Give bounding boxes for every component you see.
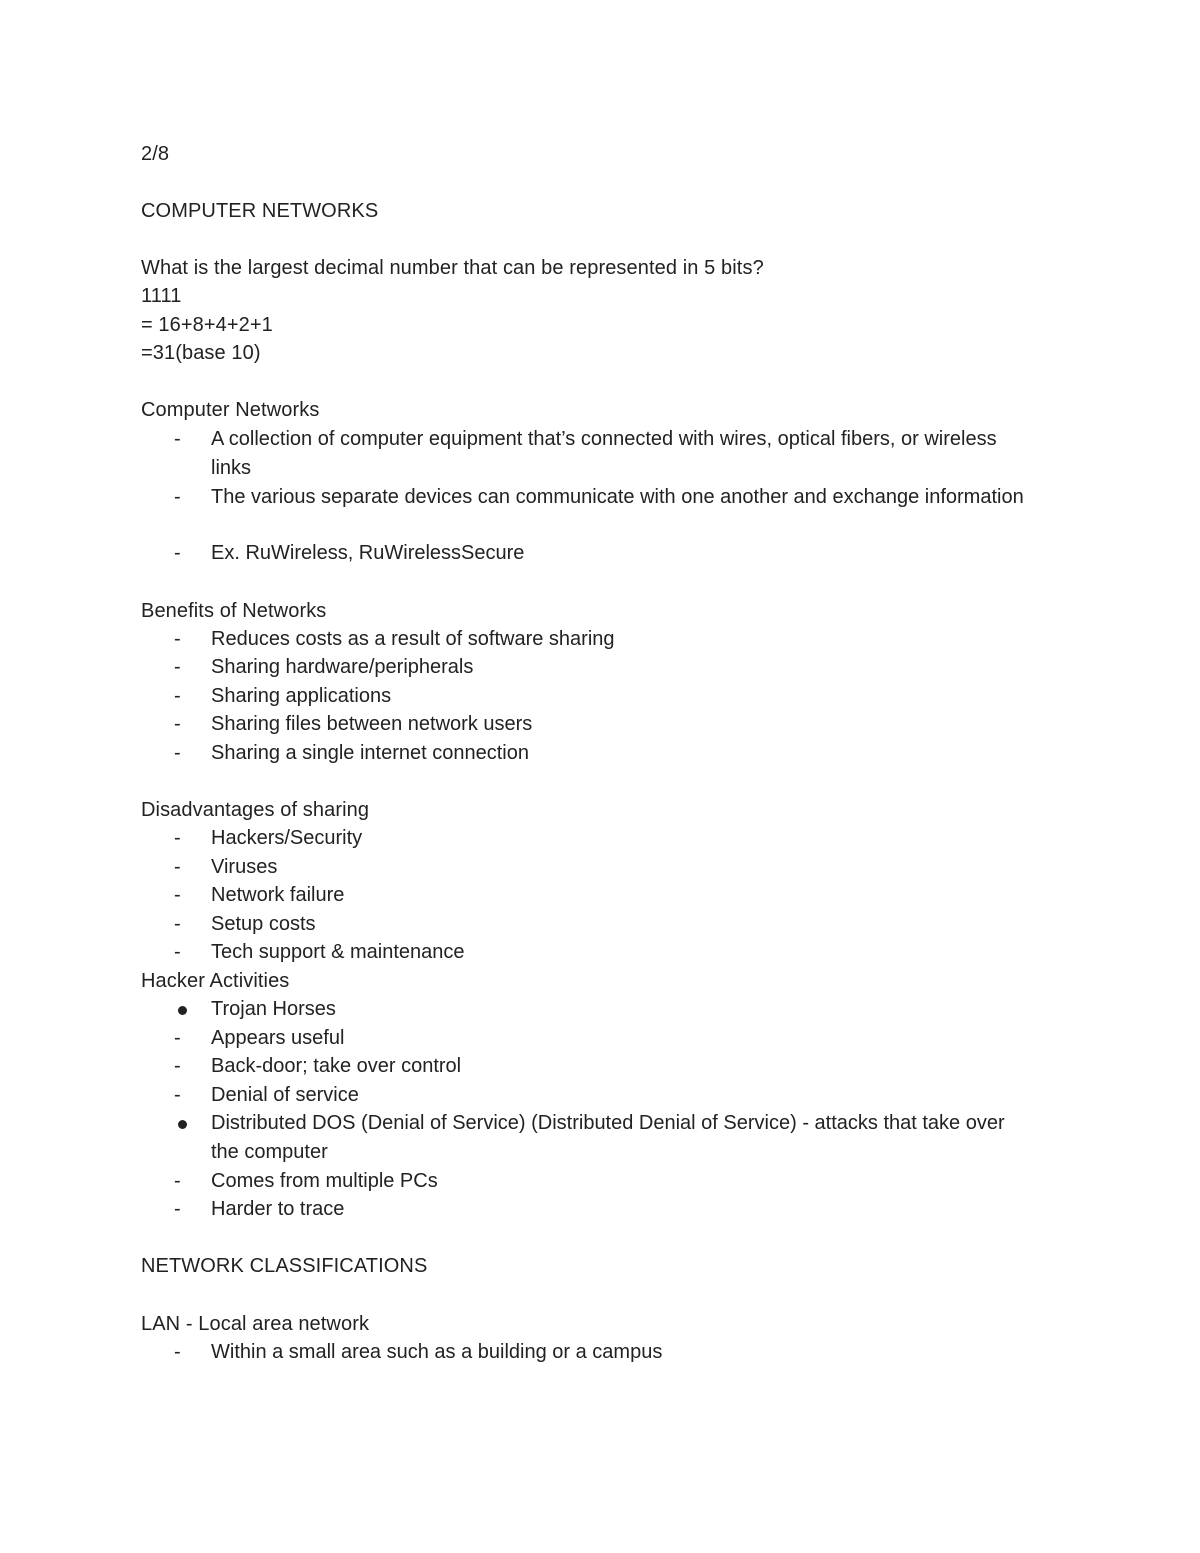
list-item: Within a small area such as a building or a campus (211, 1341, 663, 1363)
dash-marker: - (174, 827, 181, 849)
list-item: Sharing hardware/peripherals (211, 656, 474, 678)
dash-marker: - (174, 856, 181, 878)
list-item: Back-door; take over control (211, 1055, 462, 1077)
list-item: Tech support & maintenance (211, 941, 465, 963)
dash-marker: - (174, 486, 181, 508)
section-heading-lan: LAN - Local area network (141, 1313, 370, 1335)
dash-marker: - (174, 941, 181, 963)
dash-marker: - (174, 1341, 181, 1363)
page-title: COMPUTER NETWORKS (141, 200, 379, 222)
list-item: Denial of service (211, 1084, 359, 1106)
dash-marker: - (174, 713, 181, 735)
list-item: Distributed DOS (Denial of Service) (Distributed Denial of Service) - attacks that take over the computer (211, 1112, 1005, 1163)
page-marker: 2/8 (141, 143, 170, 165)
list-item: Setup costs (211, 913, 316, 935)
list-item: Viruses (211, 856, 278, 878)
bullet-icon (178, 1006, 187, 1015)
list-item: Ex. RuWireless, RuWirelessSecure (211, 542, 525, 564)
dash-marker: - (174, 428, 181, 450)
list-item: Trojan Horses (211, 998, 336, 1020)
dash-marker: - (174, 1084, 181, 1106)
dash-marker: - (174, 542, 181, 564)
section-heading-disadvantages: Disadvantages of sharing (141, 799, 370, 821)
list-item: Hackers/Security (211, 827, 363, 849)
section-heading-computer-networks: Computer Networks (141, 399, 320, 421)
list-item: Appears useful (211, 1027, 345, 1049)
answer-line: =31(base 10) (141, 342, 261, 364)
dash-marker: - (174, 1198, 181, 1220)
dash-marker: - (174, 884, 181, 906)
list-item: The various separate devices can communicate with one another and exchange information (211, 486, 1024, 508)
list-item: Sharing applications (211, 685, 392, 707)
list-item: Comes from multiple PCs (211, 1170, 438, 1192)
list-item: Sharing files between network users (211, 713, 533, 735)
section-heading-classifications: NETWORK CLASSIFICATIONS (141, 1255, 428, 1277)
section-heading-benefits: Benefits of Networks (141, 600, 327, 622)
list-item: Network failure (211, 884, 345, 906)
dash-marker: - (174, 628, 181, 650)
dash-marker: - (174, 656, 181, 678)
dash-marker: - (174, 1027, 181, 1049)
dash-marker: - (174, 742, 181, 764)
question-text: What is the largest decimal number that can be represented in 5 bits? (141, 257, 764, 279)
dash-marker: - (174, 685, 181, 707)
list-item: Sharing a single internet connection (211, 742, 529, 764)
dash-marker: - (174, 913, 181, 935)
answer-line: = 16+8+4+2+1 (141, 314, 273, 336)
dash-marker: - (174, 1170, 181, 1192)
answer-line: 1111 (141, 285, 182, 307)
list-item: Harder to trace (211, 1198, 345, 1220)
list-item: A collection of computer equipment that’s connected with wires, optical fibers, or wireless links (211, 428, 997, 479)
list-item: Reduces costs as a result of software sharing (211, 628, 615, 650)
section-heading-hacker-activities: Hacker Activities (141, 970, 290, 992)
bullet-icon (178, 1120, 187, 1129)
dash-marker: - (174, 1055, 181, 1077)
